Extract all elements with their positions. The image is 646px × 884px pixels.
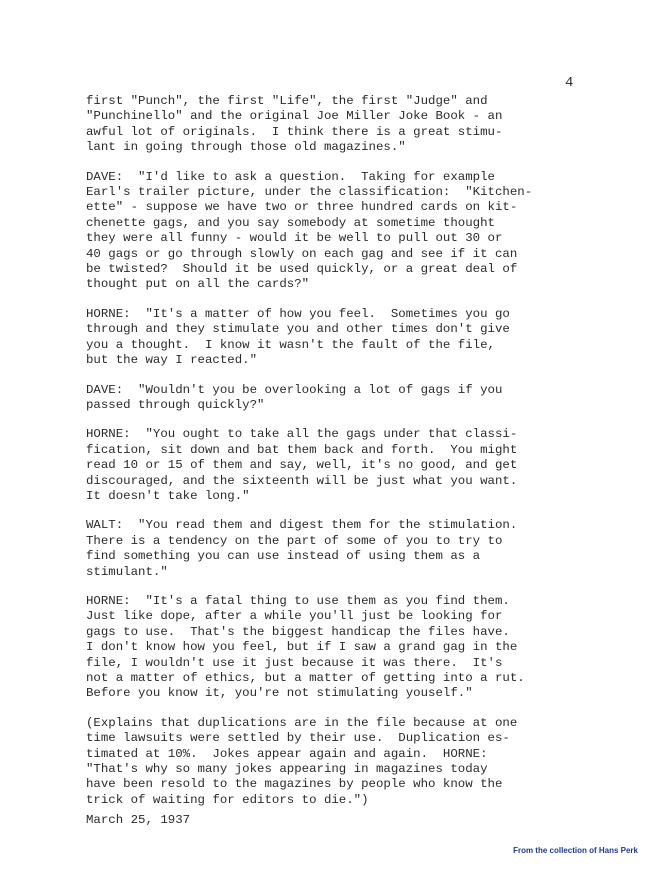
text-line: DAVE: "I'd like to ask a question. Taking for example [86, 169, 495, 184]
text-line: "That's why so many jokes appearing in magazines today [86, 762, 488, 777]
text-line: through and they stimulate you and other times don't give [86, 322, 510, 337]
text-line: HORNE: "It's a fatal thing to use them as you find them. [86, 593, 510, 608]
text-line: thought put on all the cards?" [86, 277, 310, 292]
text-line: be twisted? Should it be used quickly, or a great deal of [86, 262, 518, 277]
text-line: DAVE: "Wouldn't you be overlooking a lot of gags if you [86, 382, 503, 397]
text-line: I don't know how you feel, but if I saw a grand gag in the [86, 640, 518, 655]
text-line: Before you know it, you're not stimulating youself." [86, 686, 473, 701]
transcript-body [86, 94, 556, 822]
text-line: HORNE: "You ought to take all the gags under that classi- [86, 427, 518, 442]
page-number: 4 [565, 75, 574, 91]
text-line: chenette gags, and you say somebody at sometime thought [86, 215, 495, 230]
paragraph-dave-2 [86, 383, 556, 414]
text-line: you a thought. I know it wasn't the fault of the file, [86, 337, 495, 352]
text-line: There is a tendency on the part of some of you to try to [86, 533, 503, 548]
paragraph-dave-1 [86, 170, 556, 293]
text-line: but the way I reacted." [86, 353, 258, 368]
paragraph-horne-1 [86, 307, 556, 369]
text-line: find something you can use instead of using them as a [86, 549, 481, 564]
text-line: stimulant." [86, 564, 168, 579]
paragraph-explains [86, 716, 556, 808]
text-line: lant in going through those old magazines." [86, 140, 406, 155]
text-line: (Explains that duplications are in the file because at one [86, 715, 518, 730]
text-line: awful lot of originals. I think there is a great stimu- [86, 124, 503, 139]
text-line: WALT: "You read them and digest them for the stimulation. [86, 518, 518, 533]
text-line: 40 gags or go through slowly on each gag and see if it can [86, 246, 518, 261]
text-line: Earl's trailer picture, under the classification: "Kitchen- [86, 185, 533, 200]
text-line: passed through quickly?" [86, 397, 265, 412]
text-line: trick of waiting for editors to die.") [86, 792, 369, 807]
text-line: they were all funny - would it be well to pull out 30 or [86, 231, 503, 246]
text-line: fication, sit down and bat them back and forth. You might [86, 442, 518, 457]
text-line: HORNE: "It's a matter of how you feel. Sometimes you go [86, 306, 510, 321]
text-line: read 10 or 15 of them and say, well, it's no good, and get [86, 458, 518, 473]
text-line: Just like dope, after a while you'll just be looking for [86, 609, 503, 624]
paragraph-walt-1 [86, 518, 556, 580]
text-line: file, I wouldn't use it just because it was there. It's [86, 655, 503, 670]
text-line: "Punchinello" and the original Joe Miller Joke Book - an [86, 109, 503, 124]
text-line: not a matter of ethics, but a matter of getting into a rut. [86, 671, 525, 685]
paragraph-horne-2 [86, 427, 556, 504]
text-line: discouraged, and the sixteenth will be just what you want. [86, 473, 518, 488]
document-date: March 25, 1937 [86, 813, 191, 827]
text-line: have been resold to the magazines by people who know the [86, 777, 503, 792]
text-line: It doesn't take long." [86, 488, 250, 503]
collection-credit: From the collection of Hans Perk [513, 846, 638, 855]
text-line: ette" - suppose we have two or three hundred cards on kit- [86, 200, 518, 215]
text-line: first "Punch", the first "Life", the first "Judge" and [86, 94, 488, 108]
paragraph-intro [86, 94, 556, 156]
text-line: timated at 10%. Jokes appear again and again. HORNE: [86, 746, 488, 761]
paragraph-horne-3 [86, 594, 556, 702]
text-line: time lawsuits were settled by their use. Duplication es- [86, 731, 510, 746]
text-line: gags to use. That's the biggest handicap the files have. [86, 624, 510, 639]
